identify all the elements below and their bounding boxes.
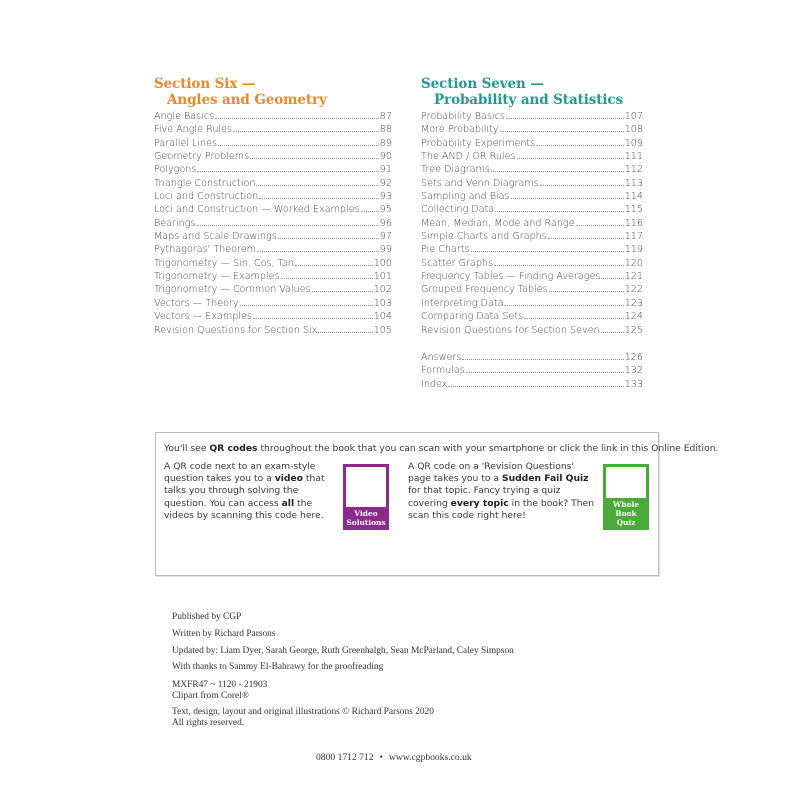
dot-leader <box>250 158 379 159</box>
toc-entry-page: 95 <box>379 204 392 216</box>
toc-entry-page: 133 <box>624 378 643 390</box>
toc-entry-title: Grouped Frequency Tables <box>421 284 548 296</box>
imprint-published: Published by CGP <box>172 612 242 622</box>
toc-entry[interactable] <box>154 243 392 256</box>
dot-leader <box>517 158 624 159</box>
toc-entry-page: 100 <box>373 257 392 269</box>
section-six-heading <box>154 76 392 108</box>
toc-entry-title: Collecting Data <box>421 204 495 216</box>
section-six-entries <box>154 110 392 337</box>
toc-entry[interactable] <box>154 297 392 310</box>
toc-entry-title: Parallel Lines <box>154 137 217 149</box>
toc-entry-page: 107 <box>624 111 643 122</box>
dot-leader <box>295 265 373 266</box>
qr-code-icon <box>606 467 646 498</box>
toc-entry[interactable] <box>154 257 392 270</box>
toc-entry[interactable] <box>421 283 643 296</box>
toc-entry-page: 96 <box>379 217 392 229</box>
imprint-code: MXFR47 ~ 1120 - 21903 <box>172 680 268 690</box>
video-solutions-qr-code[interactable] <box>343 464 389 530</box>
toc-entry-title: Comparing Data Sets <box>421 311 524 323</box>
toc-entry-title: Five Angle Rules <box>154 124 233 136</box>
toc-entry-page: 114 <box>624 191 643 203</box>
toc-entry[interactable] <box>154 150 392 163</box>
toc-entry-title: The AND / OR Rules <box>421 151 516 163</box>
dot-leader <box>215 118 379 119</box>
toc-entry-page: 92 <box>379 177 392 189</box>
toc-entry[interactable] <box>421 230 643 243</box>
toc-entry-title: Formulas <box>421 365 465 377</box>
dot-leader <box>259 198 379 199</box>
dot-leader <box>361 211 379 212</box>
toc-entry-page: 111 <box>624 151 643 163</box>
toc-entry-title: Vectors — Examples <box>154 311 252 323</box>
dot-leader <box>494 265 624 266</box>
toc-entry-page: 102 <box>373 284 392 296</box>
toc-entry-page: 91 <box>379 164 392 176</box>
toc-entry-title: Simple Charts and Graphs <box>421 231 547 243</box>
dot-leader <box>540 185 624 186</box>
toc-entry-page: 126 <box>624 351 643 363</box>
toc-entry-page: 121 <box>624 271 643 283</box>
imprint-thanks: With thanks to Sammy El-Bahrawy for the proofreading <box>172 662 384 672</box>
toc-entry[interactable] <box>421 137 643 150</box>
dot-leader <box>524 318 624 319</box>
dot-leader <box>601 278 623 279</box>
toc-entry-title: Bearings <box>154 217 196 229</box>
dot-leader <box>576 225 624 226</box>
toc-entry[interactable] <box>154 137 392 150</box>
dot-leader <box>462 359 623 360</box>
toc-entry-title: Interpreting Data <box>421 297 504 309</box>
dot-leader <box>500 131 624 132</box>
toc-entry-title: Maps and Scale Drawings <box>154 231 277 243</box>
toc-entry-title: Vectors — Theory <box>154 297 239 309</box>
toc-entry-title: Revision Questions for Section Seven <box>421 324 600 336</box>
quiz-qr-description: A QR code on a 'Revision Questions' page takes you to a Sudden Fail Quiz for that topic. Fancy trying a quiz covering every topic in the book? Then scan this code right here! <box>408 461 595 521</box>
toc-entry-page: 101 <box>373 271 392 283</box>
dot-leader <box>312 291 373 292</box>
dot-leader <box>466 372 624 373</box>
toc-entry-page: 132 <box>624 365 643 377</box>
whole-book-quiz-label: Whole Book Quiz <box>612 500 640 527</box>
section-seven-heading <box>421 76 643 108</box>
section-six-title-line1: Section Six — <box>154 76 256 92</box>
qr-info-box <box>155 432 719 576</box>
toc-entry-page: 117 <box>624 231 643 243</box>
toc-entry-page: 120 <box>624 257 643 269</box>
toc-entry[interactable] <box>421 123 643 136</box>
toc-entry-page: 103 <box>373 297 392 309</box>
toc-entry-title: Angle Basics <box>154 111 215 122</box>
imprint-updated: Updated by: Liam Dyer, Sarah George, Ruth Greenhalgh, Sean McParland, Caley Simpson <box>172 646 514 656</box>
dot-leader <box>548 238 624 239</box>
toc-entry[interactable] <box>421 270 643 283</box>
bullet-separator: • <box>379 752 383 763</box>
toc-entry-title: Scatter Graphs <box>421 257 494 269</box>
dot-leader <box>257 251 379 252</box>
toc-entry[interactable] <box>421 190 643 203</box>
dot-leader <box>536 145 623 146</box>
toc-entry[interactable] <box>421 364 643 377</box>
toc-entry-page: 89 <box>379 137 392 149</box>
toc-entry-page: 99 <box>379 244 392 256</box>
toc-entry-title: Answers <box>421 351 462 363</box>
dot-leader <box>197 171 378 172</box>
whole-book-quiz-qr-code[interactable] <box>603 464 649 530</box>
toc-entry[interactable] <box>154 190 392 203</box>
toc-section-seven <box>421 76 643 391</box>
toc-entry-page: 122 <box>624 284 643 296</box>
video-qr-description: A QR code next to an exam-style question takes you to a video that talks you through solving the question. You can access all the videos by scanning this code here. <box>164 461 325 521</box>
toc-entry-page: 125 <box>624 324 643 336</box>
dot-leader <box>448 386 623 387</box>
toc-entry-title: Triangle Construction <box>154 177 256 189</box>
toc-entry[interactable] <box>154 110 392 123</box>
toc-entry-page: 112 <box>624 164 643 176</box>
toc-entry-title: Tree Diagrams <box>421 164 490 176</box>
video-solutions-label: Video Solutions <box>346 509 386 527</box>
toc-entry-page: 105 <box>373 324 392 336</box>
dot-leader <box>471 251 624 252</box>
toc-entry[interactable] <box>154 203 392 216</box>
toc-entry[interactable] <box>421 310 643 323</box>
toc-entry[interactable] <box>154 230 392 243</box>
toc-entry-title: Mean, Median, Mode and Range <box>421 217 575 229</box>
toc-entry-title: More Probability <box>421 124 499 136</box>
imprint-written: Written by Richard Parsons <box>172 629 276 639</box>
dot-leader <box>511 198 624 199</box>
toc-entry-page: 93 <box>379 191 392 203</box>
toc-entry[interactable] <box>154 283 392 296</box>
toc-entry[interactable] <box>154 310 392 323</box>
section-seven-title-line2: Probability and Statistics <box>434 92 624 108</box>
dot-leader <box>495 211 623 212</box>
toc-entry-page: 119 <box>624 244 643 256</box>
toc-entry-title: Pie Charts <box>421 244 470 256</box>
toc-entry[interactable] <box>421 217 643 230</box>
toc-entry[interactable] <box>421 110 643 123</box>
dot-leader <box>506 118 624 119</box>
toc-entry-page: 87 <box>379 111 392 122</box>
qr-intro-text: You'll see QR codes throughout the book that you can scan with your smartphone or click the link in this Online Edition. <box>164 443 719 454</box>
toc-entry-title: Loci and Construction — Worked Examples <box>154 204 360 216</box>
back-matter-entries <box>421 351 643 391</box>
toc-entry-title: Geometry Problems <box>154 151 250 163</box>
dot-leader <box>504 305 623 306</box>
toc-entry-title: Trigonometry — Sin, Cos, Tan <box>154 257 294 269</box>
toc-section-six <box>154 76 392 337</box>
toc-entry[interactable] <box>421 378 643 391</box>
dot-leader <box>233 131 379 132</box>
toc-entry-title: Frequency Tables — Finding Averages <box>421 271 601 283</box>
dot-leader <box>549 291 624 292</box>
toc-entry[interactable] <box>154 270 392 283</box>
toc-entry[interactable] <box>421 324 643 337</box>
toc-entry[interactable] <box>421 203 643 216</box>
toc-entry[interactable] <box>154 123 392 136</box>
toc-entry-title: Trigonometry — Examples <box>154 271 280 283</box>
toc-entry[interactable] <box>421 163 643 176</box>
toc-entry[interactable] <box>421 243 643 256</box>
toc-entry-page: 123 <box>624 297 643 309</box>
toc-entry-page: 108 <box>624 124 643 136</box>
dot-leader <box>240 305 373 306</box>
toc-entry-title: Polygons <box>154 164 197 176</box>
dot-leader <box>491 171 624 172</box>
imprint-rights: All rights reserved. <box>172 718 245 728</box>
toc-entry-title: Probability Basics <box>421 111 505 122</box>
website-link[interactable]: www.cgpbooks.co.uk <box>388 752 472 763</box>
toc-entry-title: Trigonometry — Common Values <box>154 284 311 296</box>
toc-entry[interactable] <box>421 150 643 163</box>
contact-line <box>316 752 472 763</box>
section-six-title-line2: Angles and Geometry <box>167 92 327 108</box>
dot-leader <box>256 185 378 186</box>
dot-leader <box>281 278 373 279</box>
toc-entry-page: 97 <box>379 231 392 243</box>
toc-entry-title: Loci and Construction <box>154 191 259 203</box>
toc-entry[interactable] <box>421 351 643 364</box>
toc-entry-title: Sampling and Bias <box>421 191 510 203</box>
dot-leader <box>218 145 379 146</box>
dot-leader <box>318 332 372 333</box>
imprint-copyright: Text, design, layout and original illustrations © Richard Parsons 2020 <box>172 707 434 717</box>
toc-entry-title: Sets and Venn Diagrams <box>421 177 539 189</box>
dot-leader <box>197 225 379 226</box>
section-seven-entries <box>421 110 643 337</box>
toc-entry-page: 109 <box>624 137 643 149</box>
toc-entry-title: Index <box>421 378 448 390</box>
dot-leader <box>278 238 379 239</box>
toc-entry-page: 104 <box>373 311 392 323</box>
toc-entry[interactable] <box>154 217 392 230</box>
qr-code-icon <box>346 467 386 507</box>
toc-entry-title: Revision Questions for Section Six <box>154 324 318 336</box>
toc-entry[interactable] <box>421 257 643 270</box>
toc-entry-page: 113 <box>624 177 643 189</box>
toc-entry-page: 116 <box>624 217 643 229</box>
toc-entry-title: Probability Experiments <box>421 137 536 149</box>
toc-entry[interactable] <box>154 177 392 190</box>
toc-entry-title: Pythagoras' Theorem <box>154 244 257 256</box>
section-seven-title-line1: Section Seven — <box>421 76 544 92</box>
toc-entry-page: 124 <box>624 311 643 323</box>
phone-number: 0800 1712 712 <box>316 752 374 763</box>
toc-entry[interactable] <box>154 324 392 337</box>
imprint-clipart: Clipart from Corel® <box>172 691 249 701</box>
toc-entry-page: 88 <box>379 124 392 136</box>
toc-entry[interactable] <box>421 177 643 190</box>
toc-entry[interactable] <box>421 297 643 310</box>
toc-entry-page: 115 <box>624 204 643 216</box>
toc-entry[interactable] <box>154 163 392 176</box>
dot-leader <box>253 318 373 319</box>
dot-leader <box>601 332 624 333</box>
toc-entry-page: 90 <box>379 151 392 163</box>
